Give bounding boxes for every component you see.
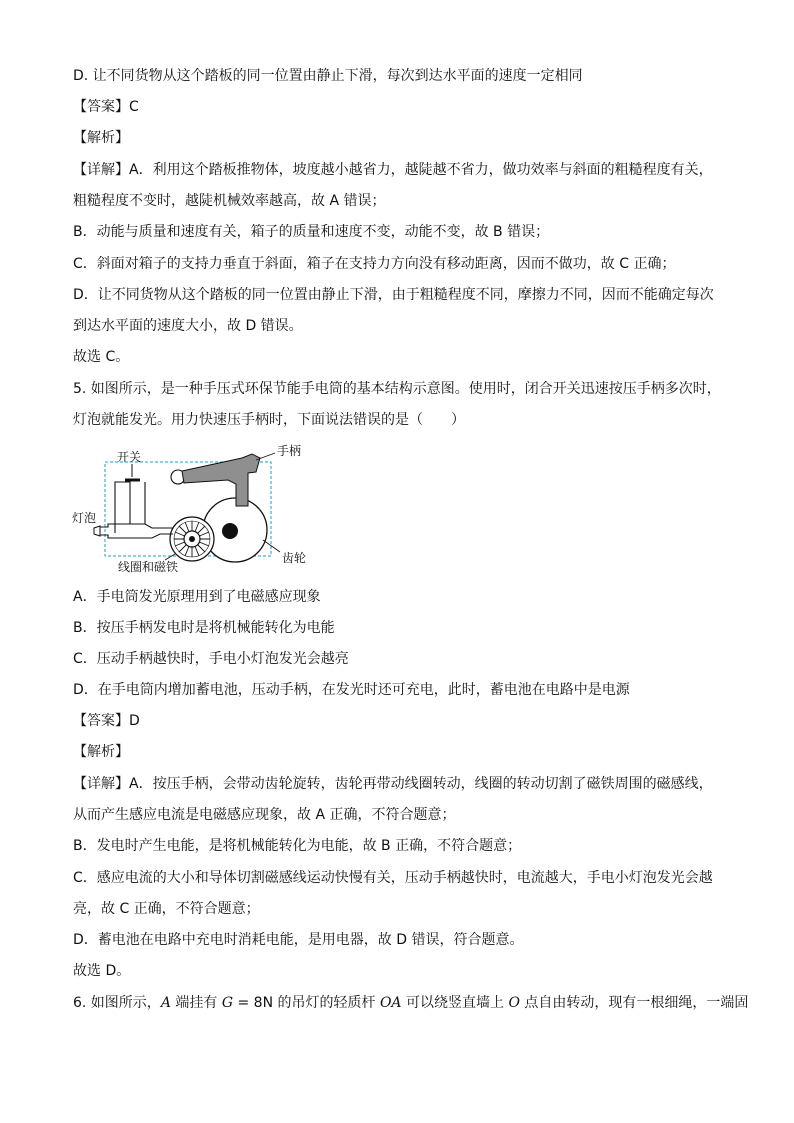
q6-stem-line xyxy=(73,993,748,1013)
label-handle: 手柄 xyxy=(277,444,302,458)
q6-var-g: G xyxy=(221,995,234,1011)
q5-analysis-heading: 【解析】 xyxy=(73,744,129,760)
q5-detail-line: C．感应电流的大小和导体切割磁感线运动快慢有关，压动手柄越快时，电流越大，手电小灯泡发光会越 xyxy=(73,870,713,886)
q5-detail-line: D．蓄电池在电路中充电时消耗电能，是用电器，故 D 错误，符合题意。 xyxy=(73,932,524,948)
q4-option-d: D. 让不同货物从这个踏板的同一位置由静止下滑，每次到达水平面的速度一定相同 xyxy=(73,68,583,84)
q4-detail-line: 到达水平面的速度大小，故 D 错误。 xyxy=(73,318,303,334)
q5-conclusion: 故选 D。 xyxy=(73,963,131,979)
q5-answer: 【答案】D xyxy=(73,713,140,729)
flashlight-diagram xyxy=(70,440,310,574)
q4-detail-line: B．动能与质量和速度有关，箱子的质量和速度不变，动能不变，故 B 错误； xyxy=(73,224,550,240)
q4-detail-line: 【详解】A．利用这个踏板推物体，坡度越小越省力，越陡越不省力，做功效率与斜面的粗糙程度有关， xyxy=(73,162,713,178)
label-coil: 线圈和磁铁 xyxy=(118,560,179,574)
label-bulb: 灯泡 xyxy=(72,511,97,525)
q4-conclusion: 故选 C。 xyxy=(73,349,130,365)
q4-answer: 【答案】C xyxy=(73,99,139,115)
q4-detail-line: D．让不同货物从这个踏板的同一位置由静止下滑，由于粗糙程度不同，摩擦力不同，因而不能确定每次 xyxy=(73,287,714,303)
q5-option-d: D．在手电筒内增加蓄电池，压动手柄，在发光时还可充电，此时，蓄电池在电路中是电源 xyxy=(73,682,630,698)
q6-text: 的吊灯的轻质杆 xyxy=(273,995,380,1011)
q5-option-a: A．手电筒发光原理用到了电磁感应现象 xyxy=(73,589,321,605)
q5-detail-line: 【详解】A．按压手柄，会带动齿轮旋转，齿轮再带动线圈转动，线圈的转动切割了磁铁周围的磁感线， xyxy=(73,776,713,792)
q5-option-c: C．压动手柄越快时，手电小灯泡发光会越亮 xyxy=(73,651,349,667)
q5-stem-line: 灯泡就能发光。用力快速压手柄时，下面说法错误的是（ ） xyxy=(73,412,465,428)
q5-detail-line: B．发电时产生电能，是将机械能转化为电能，故 B 正确，不符合题意； xyxy=(73,838,522,854)
q6-var-a: A xyxy=(160,995,171,1011)
q6-text: 点自由转动，现有一根细绳，一端固 xyxy=(519,995,749,1011)
gear-axle xyxy=(222,523,238,539)
q6-text: 6. 如图所示， xyxy=(73,995,161,1011)
q4-detail-line: C．斜面对箱子的支持力垂直于斜面，箱子在支持力方向没有移动距离，因而不做功，故 C 正确； xyxy=(73,256,676,272)
q5-stem-line: 5. 如图所示，是一种手压式环保节能手电筒的基本结构示意图。使用时，闭合开关迅速按压手柄多次时， xyxy=(73,381,721,397)
q6-text: 端挂有 xyxy=(170,995,222,1011)
q5-option-b: B．按压手柄发电时是将机械能转化为电能 xyxy=(73,620,335,636)
q5-detail-line: 从而产生感应电流是电磁感应现象，故 A 正确，不符合题意； xyxy=(73,807,456,823)
q4-analysis-heading: 【解析】 xyxy=(73,130,129,146)
q5-detail-line: 亮，故 C 正确，不符合题意； xyxy=(73,901,260,917)
q4-detail-line: 粗糙程度不变时，越陡机械效率越高，故 A 错误； xyxy=(73,193,386,209)
q6-text: = 8N xyxy=(233,995,274,1011)
q6-var-o: O xyxy=(508,995,520,1011)
label-switch: 开关 xyxy=(117,450,142,464)
bulb xyxy=(94,526,100,536)
q6-text: 可以绕竖直墙上 xyxy=(401,995,509,1011)
label-gear: 齿轮 xyxy=(282,551,307,565)
q6-var-oa: OA xyxy=(379,995,402,1011)
